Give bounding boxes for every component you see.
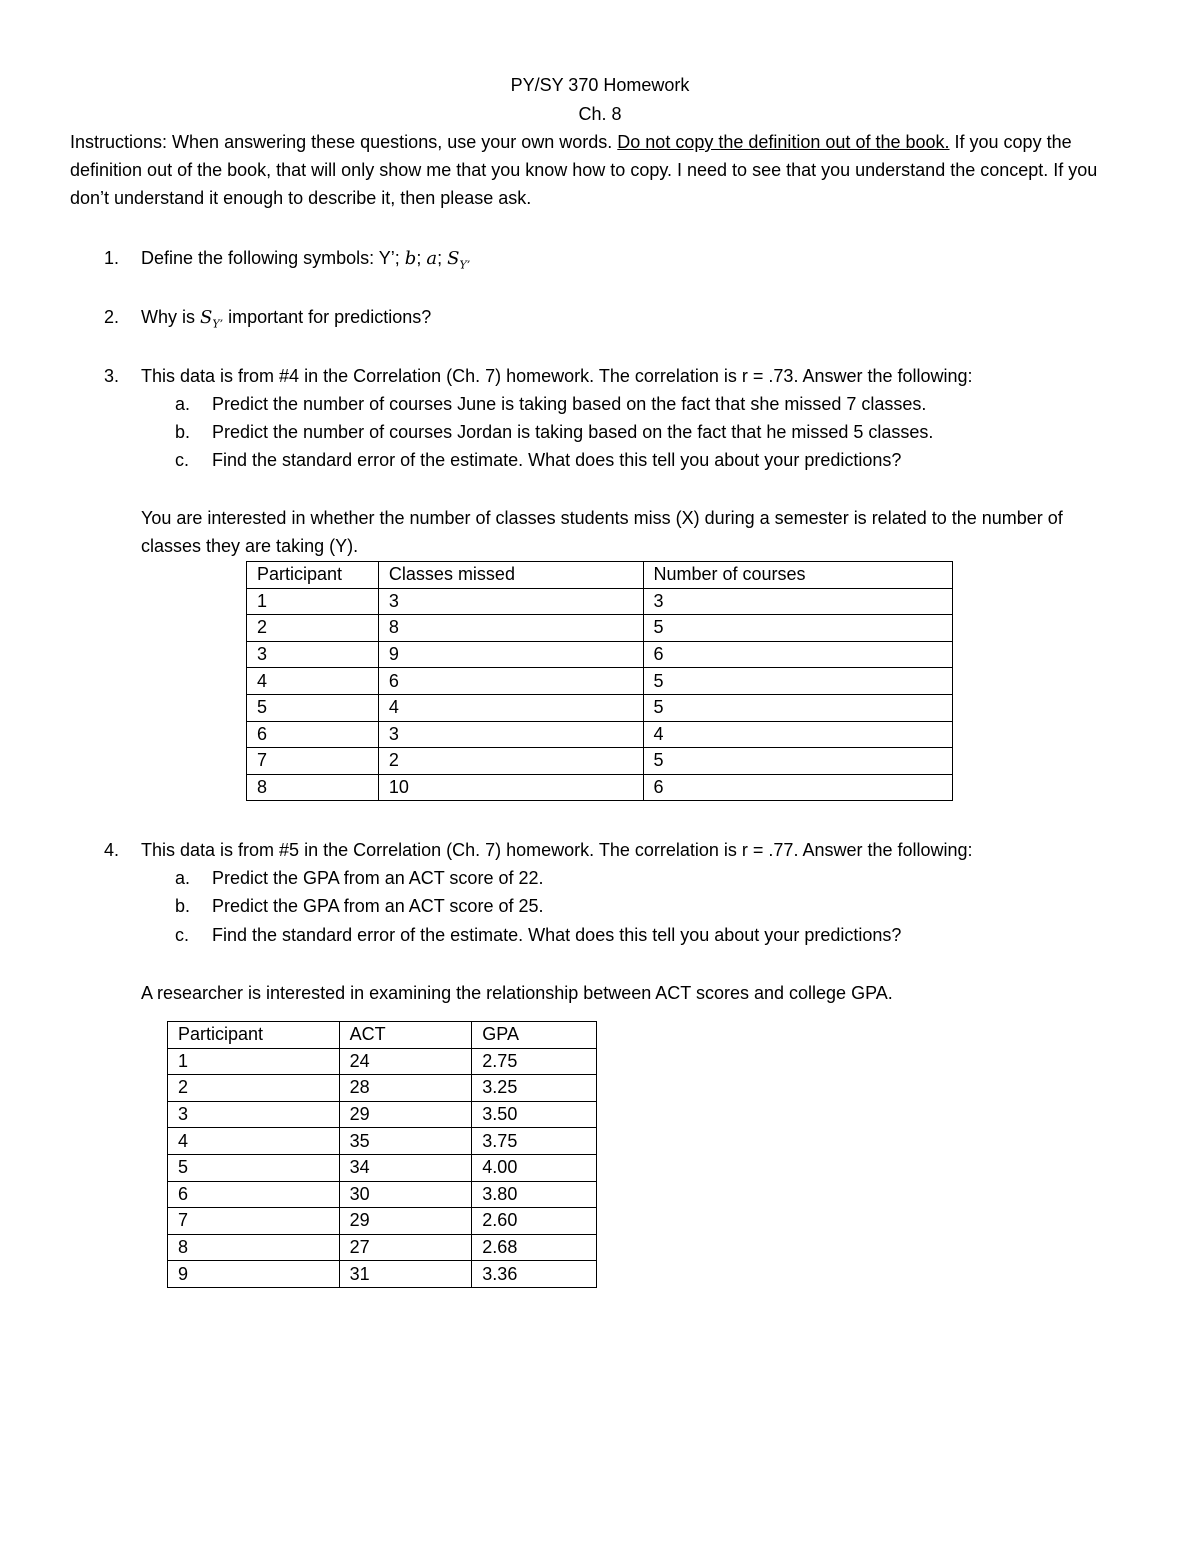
table-cell: 5 — [168, 1154, 340, 1181]
table-cell: 29 — [339, 1208, 472, 1235]
classes-data-table — [246, 561, 953, 801]
table-cell: 30 — [339, 1181, 472, 1208]
question-text: Define the following symbols: Y’; — [141, 248, 405, 268]
question-1 — [104, 244, 1124, 273]
table-cell: 34 — [339, 1154, 472, 1181]
table-row — [247, 615, 953, 642]
table-cell: 1 — [247, 588, 379, 615]
table-row — [247, 641, 953, 668]
table-cell: 2.75 — [472, 1048, 597, 1075]
table-cell: 5 — [643, 748, 953, 775]
question-3-part-a: a. Predict the number of courses June is taking based on the fact that she missed 7 classes. — [175, 394, 927, 414]
table-cell: 7 — [247, 748, 379, 775]
classes-table-body — [247, 562, 953, 801]
table-cell: 29 — [339, 1101, 472, 1128]
table-cell: 3.75 — [472, 1128, 597, 1155]
table-cell: 6 — [247, 721, 379, 748]
table-row — [168, 1181, 597, 1208]
table-cell: 2.60 — [472, 1208, 597, 1235]
table-cell: 31 — [339, 1261, 472, 1288]
table-cell: 6 — [643, 641, 953, 668]
symbol-b: b — [404, 248, 417, 269]
table-cell: 27 — [339, 1234, 472, 1261]
question-number: 1. — [104, 248, 120, 268]
table-header-row — [247, 562, 953, 589]
table-cell: 4 — [247, 668, 379, 695]
question-4-part-a: a. Predict the GPA from an ACT score of 22. — [175, 868, 544, 888]
table-header-row — [168, 1022, 597, 1049]
table-cell: 5 — [643, 615, 953, 642]
table-cell: 9 — [168, 1261, 340, 1288]
table-cell: 8 — [247, 774, 379, 801]
table-cell: 3.50 — [472, 1101, 597, 1128]
separator: ; — [416, 248, 427, 268]
table-header-cell: ACT — [339, 1022, 472, 1049]
question-3-context: You are interested in whether the number of classes students miss (X) during a semester is related to the number of classes they are taking (Y). — [141, 508, 1063, 556]
table-cell: 3.80 — [472, 1181, 597, 1208]
table-cell: 4 — [643, 721, 953, 748]
table-row — [168, 1234, 597, 1261]
table-row — [168, 1261, 597, 1288]
instructions-rest: If you copy the definition out of the book, that will only show me that you know how to copy. I need to see that you understand the concept. If you don’t understand it enough to describe it, then please ask. — [70, 132, 1098, 208]
table-row — [168, 1208, 597, 1235]
table-cell: 2 — [247, 615, 379, 642]
table-row — [247, 668, 953, 695]
table-cell: 3 — [168, 1101, 340, 1128]
symbol-standard-error: $S_{Y’}$ — [447, 248, 471, 272]
table-cell: 4 — [378, 694, 643, 721]
table-row — [168, 1075, 597, 1102]
table-cell: 3 — [643, 588, 953, 615]
table-cell: 3.36 — [472, 1261, 597, 1288]
table-cell: 4.00 — [472, 1154, 597, 1181]
table-cell: 2 — [168, 1075, 340, 1102]
table-row — [168, 1128, 597, 1155]
question-2 — [104, 303, 1124, 332]
question-3 — [104, 362, 1124, 390]
table-cell: 4 — [168, 1128, 340, 1155]
table-cell: 35 — [339, 1128, 472, 1155]
separator: ; — [437, 248, 448, 268]
table-cell: 2 — [378, 748, 643, 775]
table-row — [247, 694, 953, 721]
table-cell: 28 — [339, 1075, 472, 1102]
instructions-warning: Do not copy the definition out of the book. — [617, 132, 950, 152]
table-cell: 7 — [168, 1208, 340, 1235]
act-gpa-table-body — [168, 1022, 597, 1288]
table-cell: 10 — [378, 774, 643, 801]
table-row — [247, 588, 953, 615]
question-number: 3. — [104, 366, 120, 386]
table-cell: 5 — [643, 668, 953, 695]
table-cell: 3.25 — [472, 1075, 597, 1102]
question-text: This data is from #5 in the Correlation (Ch. 7) homework. The correlation is r = .77. Answer the following: — [141, 840, 973, 860]
question-3-part-b: b. Predict the number of courses Jordan is taking based on the fact that he missed 5 classes. — [175, 422, 934, 442]
question-3-part-c: c. Find the standard error of the estimate. What does this tell you about your predictions? — [175, 450, 902, 470]
question-text: This data is from #4 in the Correlation (Ch. 7) homework. The correlation is r = .73. Answer the following: — [141, 366, 973, 386]
instructions-lead: Instructions: When answering these questions, use your own words. — [70, 132, 618, 152]
table-row — [247, 748, 953, 775]
table-cell: 3 — [247, 641, 379, 668]
table-header-cell: Participant — [168, 1022, 340, 1049]
instructions-paragraph — [70, 128, 1130, 212]
table-header-cell: Classes missed — [378, 562, 643, 589]
table-cell: 24 — [339, 1048, 472, 1075]
question-4 — [104, 836, 1124, 864]
table-row — [168, 1101, 597, 1128]
table-cell: 6 — [378, 668, 643, 695]
question-number: 4. — [104, 840, 120, 860]
table-cell: 6 — [168, 1181, 340, 1208]
table-header-cell: GPA — [472, 1022, 597, 1049]
table-cell: 3 — [378, 721, 643, 748]
table-cell: 5 — [247, 694, 379, 721]
table-cell: 6 — [643, 774, 953, 801]
table-row — [168, 1048, 597, 1075]
table-cell: 2.68 — [472, 1234, 597, 1261]
table-cell: 8 — [378, 615, 643, 642]
table-row — [247, 721, 953, 748]
symbol-a: a — [426, 248, 438, 269]
document-title: PY/SY 370 Homework — [510, 75, 690, 95]
chapter-label: Ch. 8 — [578, 104, 622, 124]
question-4-context: A researcher is interested in examining the relationship between ACT scores and college GPA. — [141, 983, 893, 1003]
table-cell: 3 — [378, 588, 643, 615]
question-4-part-c: c. Find the standard error of the estimate. What does this tell you about your predictions? — [175, 925, 902, 945]
table-row — [168, 1154, 597, 1181]
question-text-pre: Why is — [141, 307, 201, 327]
table-cell: 1 — [168, 1048, 340, 1075]
table-cell: 5 — [643, 694, 953, 721]
question-number: 2. — [104, 307, 120, 327]
table-row — [247, 774, 953, 801]
question-text-post: important for predictions? — [223, 307, 432, 327]
table-cell: 9 — [378, 641, 643, 668]
table-cell: 8 — [168, 1234, 340, 1261]
question-4-part-b: b. Predict the GPA from an ACT score of 25. — [175, 896, 544, 916]
table-header-cell: Participant — [247, 562, 379, 589]
table-header-cell: Number of courses — [643, 562, 953, 589]
act-gpa-data-table — [167, 1021, 597, 1288]
symbol-standard-error: $S_{Y’}$ — [200, 307, 224, 331]
